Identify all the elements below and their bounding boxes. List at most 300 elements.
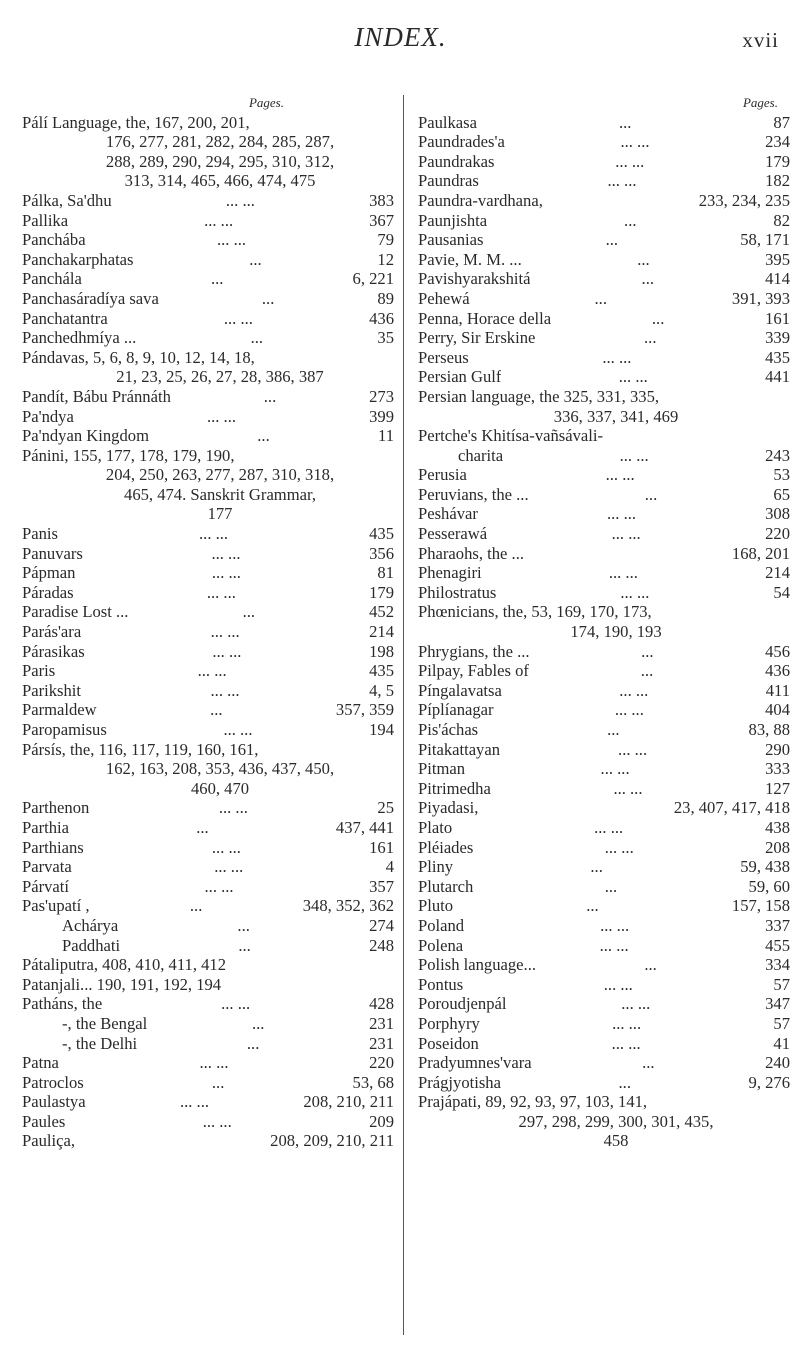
entry-pages: 240 [765,1053,790,1073]
entry-leader-dots [255,348,394,368]
entry-leader-dots: ... ... [204,210,234,230]
entry-term: Pálí Language, the, 167, 200, 201, [22,112,250,132]
entry-leader-dots: ... [644,328,657,348]
entry-term: 465, 474. Sanskrit Grammar, [124,484,316,504]
entry-pages: 127 [765,778,790,798]
entry-term: Páradas [22,582,74,602]
entry-pages: 82 [773,210,790,230]
entry-leader-dots: ... [189,896,203,916]
entry-leader-dots [334,759,394,779]
entry-pages: 356 [369,543,394,563]
index-entry [22,583,394,603]
entry-term: Paundras [418,171,479,191]
entry-term: 458 [603,1131,629,1151]
entry-term: Pas'upatí , [22,896,90,916]
entry-term: Paris [22,661,56,681]
entry-leader-dots: ... [250,328,264,348]
index-entry [22,759,394,779]
index-entry [418,485,790,505]
entry-leader-dots: ... [238,935,251,955]
entry-term: Pallika [22,210,69,230]
entry-term: Achárya [62,915,119,935]
index-entry [418,191,790,211]
entry-pages: 57 [773,974,790,994]
entry-term: 336, 337, 341, 469 [553,406,679,426]
entry-pages: 23, 407, 417, 418 [673,798,790,818]
entry-term: Persian Gulf [418,367,502,387]
entry-term: 21, 23, 25, 26, 27, 28, 386, 387 [116,367,324,387]
index-entry [22,250,394,270]
entry-term: Paradise Lost ... [22,602,129,622]
entry-pages: 436 [765,661,790,681]
index-entry [418,642,790,662]
entry-pages: 290 [765,739,790,759]
index-entry [418,798,790,818]
index-entry [22,720,394,740]
index-entry [22,426,394,446]
entry-pages: 214 [369,622,394,642]
entry-term: Parthians [22,837,84,857]
entry-leader-dots: ... ... [614,700,644,720]
entry-leader-dots [543,191,699,211]
index-entry [22,857,394,877]
entry-leader-dots: ... [590,857,603,877]
entry-term: Pársís, the, 116, 117, 119, 160, 161, [22,739,259,759]
index-entry [22,681,394,701]
index-entry [22,838,394,858]
entry-leader-dots [324,367,394,387]
index-entry [22,1053,394,1073]
index-entry [418,818,790,838]
entry-term: Parvata [22,857,72,877]
index-entry [22,1073,394,1093]
index-entry [22,446,394,466]
entry-term: Pluto [418,896,454,916]
entry-term: 177 [207,504,233,524]
entry-pages: 367 [369,210,394,230]
entry-term: -, the Bengal [62,1013,148,1033]
entry-leader-dots: ... ... [211,543,241,563]
index-entry [22,485,394,505]
entry-leader-dots: ... ... [615,151,645,171]
entry-term: Pliny [418,857,454,877]
index-entry [418,661,790,681]
entry-pages: 437, 441 [335,817,394,837]
entry-term: Paulkasa [418,112,477,132]
entry-leader-dots: ... [211,1072,225,1092]
entry-term: Polish language... [418,955,536,975]
entry-term: Pápman [22,563,76,583]
entry-leader-dots [334,152,394,172]
index-entry [22,818,394,838]
entry-leader-dots: ... ... [611,1033,641,1053]
entry-term: Piyadasi, [418,798,479,818]
entry-leader-dots [232,504,394,524]
index-entry [418,857,790,877]
entry-leader-dots: ... [261,288,275,308]
index-entry [418,779,790,799]
entry-leader-dots [316,485,394,505]
entry-pages: 234 [765,132,790,152]
entry-term: Párvatí [22,876,70,896]
index-entry [418,994,790,1014]
entry-leader-dots: ... ... [221,994,251,1014]
entry-term: 174, 190, 193 [570,622,662,642]
entry-pages: 208 [765,837,790,857]
entry-term: Pitrimedha [418,778,491,798]
index-entry [22,602,394,622]
entry-leader-dots [714,1112,791,1132]
index-entry [418,720,790,740]
entry-leader-dots: ... ... [206,406,236,426]
index-entry [418,681,790,701]
entry-term: Prajápati, 89, 92, 93, 97, 103, 141, [418,1092,648,1112]
index-entry [418,465,790,485]
index-entry [418,544,790,564]
entry-term: Pradyumnes'vara [418,1053,532,1073]
index-entry [22,211,394,231]
entry-pages: 231 [369,1013,394,1033]
entry-pages: 87 [773,112,790,132]
index-entry [22,661,394,681]
entry-leader-dots: ... ... [218,798,248,818]
entry-term: Plato [418,817,453,837]
entry-leader-dots [662,622,790,642]
entry-pages: 452 [369,602,394,622]
index-entry [22,544,394,564]
entry-leader-dots: ... ... [619,445,649,465]
index-entry [22,348,394,368]
entry-pages: 248 [369,935,394,955]
entry-leader-dots: ... ... [210,622,240,642]
index-entry [418,230,790,250]
entry-pages: 395 [765,249,790,269]
entry-pages: 179 [765,151,790,171]
entry-leader-dots: ... ... [199,1053,229,1073]
entry-term: Patroclos [22,1072,84,1092]
entry-pages: 357 [369,876,394,896]
index-entry [418,269,790,289]
entry-leader-dots: ... [605,230,619,250]
entry-term: Phœnicians, the, 53, 169, 170, 173, [418,602,652,622]
pages-label: Pages. [248,95,284,110]
entry-pages: 161 [765,308,790,328]
entry-term: Patna [22,1053,59,1073]
index-entry [22,642,394,662]
entry-pages: 383 [369,190,394,210]
entry-leader-dots: ... [210,269,224,289]
index-entry [22,113,394,133]
entry-term: Pátaliputra, 408, 410, 411, 412 [22,955,227,975]
index-entry [418,838,790,858]
entry-term: Poseidon [418,1033,479,1053]
index-entry [418,132,790,152]
entry-term: Panchedhmíya ... [22,328,137,348]
entry-pages: 209 [369,1111,394,1131]
entry-term: Pálka, Sa'dhu [22,190,112,210]
entry-term: 460, 470 [190,778,250,798]
entry-term: Pánini, 155, 177, 178, 179, 190, [22,445,235,465]
index-entry [418,113,790,133]
index-entry [22,896,394,916]
entry-leader-dots [628,1131,790,1151]
entry-pages: 168, 201 [731,543,790,563]
entry-leader-dots [315,171,394,191]
index-entry [22,171,394,191]
entry-term: Peshávar [418,504,478,524]
entry-leader-dots: ... ... [211,837,241,857]
page-title: INDEX. [354,22,447,52]
entry-term: 162, 163, 208, 353, 436, 437, 450, [105,759,335,779]
entry-leader-dots [678,407,790,427]
index-entry [418,975,790,995]
index-entry [418,1053,790,1073]
entry-leader-dots: ... [251,1013,265,1033]
index-entry [418,211,790,231]
entry-leader-dots [652,602,790,622]
entry-leader-dots: ... ... [202,1111,232,1131]
index-entry [418,367,790,387]
entry-leader-dots: ... [641,641,654,661]
entry-leader-dots: ... ... [618,739,648,759]
index-entry [22,1092,394,1112]
entry-term: Patanjali... 190, 191, 192, 194 [22,974,222,994]
entry-term: Paundra-vardhana, [418,190,543,210]
entry-pages: 243 [765,445,790,465]
index-entry [418,1034,790,1054]
entry-leader-dots [258,740,394,760]
entry-leader-dots [659,387,790,407]
entry-term: Polena [418,935,464,955]
entry-leader-dots: ... ... [594,817,624,837]
entry-term: Panchakarphatas [22,249,134,269]
entry-term: Pándavas, 5, 6, 8, 9, 10, 12, 14, 18, [22,347,255,367]
index-entry [418,1092,790,1112]
entry-leader-dots: ... ... [620,132,650,152]
entry-term: Perry, Sir Erskine [418,328,536,348]
entry-leader-dots [603,426,790,446]
index-entry [22,1131,394,1151]
entry-leader-dots: ... [624,210,637,230]
entry-term: Paules [22,1111,66,1131]
entry-leader-dots [226,955,394,975]
index-entry [418,171,790,191]
entry-term: Panchába [22,230,86,250]
index-entry [418,524,790,544]
entry-leader-dots: ... ... [608,563,638,583]
entry-pages: 208, 209, 210, 211 [270,1131,394,1151]
entry-leader-dots: ... ... [210,680,240,700]
entry-term: Párasikas [22,641,85,661]
entry-term: Pilpay, Fables of [418,661,529,681]
entry-leader-dots: ... ... [223,720,253,739]
index-entry [22,955,394,975]
entry-leader-dots: ... [196,817,209,837]
entry-term: Perseus [418,347,469,367]
entry-term: Parthia [22,817,70,837]
entry-leader-dots: ... [210,700,223,720]
entry-leader-dots: ... ... [216,230,247,250]
entry-pages: 308 [765,504,790,524]
entry-leader-dots: ... ... [611,524,641,544]
index-entry [22,465,394,485]
entry-pages: 399 [369,406,394,426]
index-entry [22,563,394,583]
entry-term: Philostratus [418,582,497,602]
entry-pages: 456 [765,641,790,661]
entry-pages: 41 [773,1033,790,1053]
entry-leader-dots: ... [644,955,657,975]
entry-pages: 391, 393 [731,288,790,308]
entry-term: 288, 289, 290, 294, 295, 310, 312, [105,151,335,171]
index-entry [22,269,394,289]
entry-term: Paddhati [62,935,121,955]
entry-term: Parás'ara [22,622,82,642]
entry-term: Porphyry [418,1013,480,1033]
entry-leader-dots: ... ... [618,367,648,387]
entry-term: Píngalavatsa [418,680,502,700]
entry-leader-dots: ... ... [212,641,242,661]
index-entry [22,622,394,642]
index-entry [418,407,790,427]
index-entry [418,289,790,309]
entry-leader-dots: ... ... [197,661,227,681]
index-entry [418,426,790,446]
entry-term: Panchasáradíya sava [22,288,159,308]
entry-leader-dots: ... [594,288,607,308]
entry-term: Pharaohs, the ... [418,543,524,563]
entry-leader-dots: ... ... [612,1013,642,1033]
entry-pages: 347 [765,994,790,1014]
index-entry [22,779,394,799]
index-entry [22,936,394,956]
index-entry [22,504,394,524]
entry-pages: 54 [773,582,790,602]
entry-pages: 428 [369,994,394,1014]
index-entry [22,700,394,720]
entry-term: Poland [418,915,465,935]
entry-leader-dots: ... [644,484,658,504]
entry-leader-dots: ... ... [214,857,244,877]
index-column-left [22,93,394,1151]
entry-term: 313, 314, 465, 466, 474, 475 [124,171,316,191]
entry-pages: 441 [765,367,790,387]
entry-pages: 89 [377,288,394,308]
entry-pages: 214 [765,563,790,583]
entry-pages: 436 [369,308,394,328]
entry-pages: 179 [369,582,394,602]
entry-leader-dots: ... ... [605,465,635,485]
index-entry [418,759,790,779]
entry-pages: 12 [377,249,394,269]
entry-leader-dots: ... ... [199,524,229,544]
entry-term: Pa'ndya [22,406,74,426]
entry-leader-dots: ... [604,876,618,896]
entry-leader-dots: ... ... [602,347,632,367]
entry-pages: 58, 171 [740,230,790,250]
entry-term: Prágjyotisha [418,1072,501,1092]
entry-pages: 274 [369,915,394,935]
entry-term: Panis [22,524,58,544]
index-entry [418,563,790,583]
index-entry [22,407,394,427]
index-column-right [418,93,790,1151]
entry-term: Patháns, the [22,994,103,1014]
entry-leader-dots: ... [607,720,620,739]
entry-leader-dots: ... [637,249,650,269]
entry-leader-dots [334,132,394,152]
entry-pages: 208, 210, 211 [303,1092,394,1112]
entry-pages: 182 [765,171,790,191]
entry-pages: 65 [773,484,790,504]
entry-pages: 157, 158 [731,896,790,916]
entry-leader-dots: ... ... [223,308,253,328]
entry-leader-dots: ... [618,1072,631,1092]
entry-leader-dots: ... ... [603,974,633,994]
index-entry [418,152,790,172]
entry-leader-dots [221,975,394,995]
index-entry [418,740,790,760]
entry-term: Pertche's Khitísa-vañsávali- [418,426,604,446]
entry-leader-dots: ... ... [606,504,637,524]
index-entry [22,328,394,348]
entry-pages: 6, 221 [352,269,394,289]
entry-pages: 57 [773,1013,790,1033]
entry-pages: 11 [378,426,394,446]
index-entry [22,230,394,250]
entry-pages: 435 [369,524,394,544]
index-entry [22,1034,394,1054]
index-entry [22,877,394,897]
entry-leader-dots: ... ... [206,582,236,602]
index-entry [22,975,394,995]
entry-leader-dots [334,465,394,485]
entry-leader-dots [249,779,394,799]
entry-pages: 273 [369,386,394,406]
entry-leader-dots [250,113,394,133]
index-entry [22,798,394,818]
entry-pages: 9, 276 [748,1072,790,1092]
entry-pages: 435 [369,661,394,681]
pages-label: Pages. [742,95,778,110]
entry-leader-dots [75,1131,270,1151]
entry-term: Pis'áchas [418,720,479,739]
entry-leader-dots: ... [641,269,654,289]
entry-term: Pehewá [418,288,470,308]
entry-pages: 339 [765,328,790,348]
entry-term: Paulastya [22,1092,86,1112]
entry-pages: 337 [765,915,790,935]
entry-leader-dots: ... ... [607,171,637,191]
entry-term: Pavishyarakshitá [418,269,531,289]
entry-pages: 4 [385,857,394,877]
entry-pages: 35 [377,328,394,348]
entry-term: Panuvars [22,543,83,563]
index-entry [418,1073,790,1093]
column-divider [403,95,404,1335]
entry-pages: 414 [765,269,790,289]
entry-leader-dots: ... [618,112,632,132]
entry-term: Parikshit [22,680,82,700]
index-entry [22,1112,394,1132]
entry-leader-dots [235,446,395,466]
entry-pages: 53, 68 [352,1072,394,1092]
entry-pages: 233, 234, 235 [698,190,790,210]
entry-term: Píplíanagar [418,700,494,720]
index-entry [418,896,790,916]
index-entry [22,191,394,211]
entry-leader-dots: ... ... [211,563,241,583]
